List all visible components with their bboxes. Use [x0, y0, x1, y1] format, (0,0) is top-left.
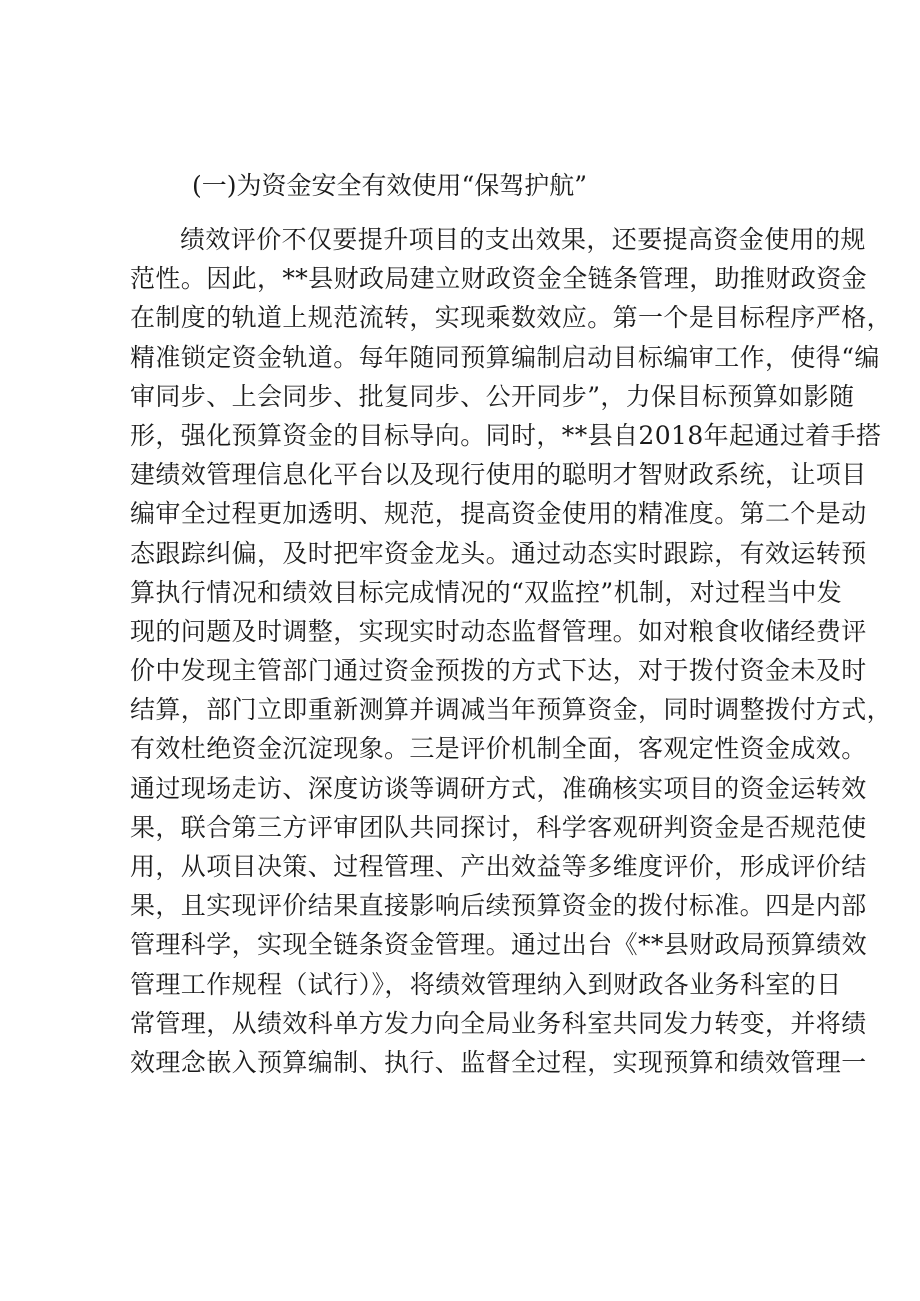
paragraph-line: 建绩效管理信息化平台以及现行使用的聪明才智财政系统，让项目	[130, 460, 867, 490]
paragraph-line: 有效杜绝资金沉淀现象。三是评价机制全面，客观定性资金成效。	[130, 734, 867, 764]
paragraph-line: 用，从项目决策、过程管理、产出效益等多维度评价，形成评价结	[130, 852, 867, 881]
section-heading: (一)为资金安全有效使用“保驾护航”	[192, 171, 588, 200]
paragraph-line: 在制度的轨道上规范流转，实现乘数效应。第一个是目标程序严格，	[130, 303, 893, 333]
paragraph-line: 管理工作规程（试行）》，将绩效管理纳入到财政各业务科室的日	[130, 969, 842, 999]
paragraph-line: 果，且实现评价结果直接影响后续预算资金的拨付标准。四是内部	[130, 891, 867, 921]
paragraph-line: 价中发现主管部门通过资金预拨的方式下达，对于拨付资金未及时	[130, 656, 867, 686]
paragraph-line: 精准锁定资金轨道。每年随同预算编制启动目标编审工作，使得“编	[130, 342, 880, 372]
paragraph-line: 形，强化预算资金的目标导向。同时，**县自2018年起通过着手搭	[130, 420, 882, 450]
paragraph-line: 编审全过程更加透明、规范，提高资金使用的精准度。第二个是动	[130, 499, 867, 529]
paragraph-line: 果，联合第三方评审团队共同探讨，科学客观研判资金是否规范使	[130, 812, 867, 842]
paragraph-line: 绩效评价不仅要提升项目的支出效果，还要提高资金使用的规	[180, 225, 866, 254]
paragraph-line: 现的问题及时调整，实现实时动态监督管理。如对粮食收储经费评	[130, 616, 867, 646]
paragraph-line: 常管理，从绩效科单方发力向全局业务科室共同发力转变，并将绩	[130, 1008, 867, 1038]
paragraph-line: 效理念嵌入预算编制、执行、监督全过程，实现预算和绩效管理一	[130, 1047, 867, 1077]
paragraph-line: 通过现场走访、深度访谈等调研方式，准确核实项目的资金运转效	[130, 773, 867, 803]
paragraph-line: 审同步、上会同步、批复同步、公开同步”，力保目标预算如影随	[130, 381, 855, 411]
paragraph-line: 结算，部门立即重新测算并调减当年预算资金，同时调整拨付方式，	[130, 695, 893, 725]
paragraph-line: 算执行情况和绩效目标完成情况的“双监控”机制，对过程当中发	[130, 577, 843, 607]
body-paragraph	[130, 220, 893, 1082]
paragraph-line: 管理科学，实现全链条资金管理。通过出台《**县财政局预算绩效	[130, 930, 868, 960]
paragraph-line: 范性。因此，**县财政局建立财政资金全链条管理，助推财政资金	[130, 264, 868, 294]
paragraph-line: 态跟踪纠偏，及时把牢资金龙头。通过动态实时跟踪，有效运转预	[130, 538, 867, 568]
